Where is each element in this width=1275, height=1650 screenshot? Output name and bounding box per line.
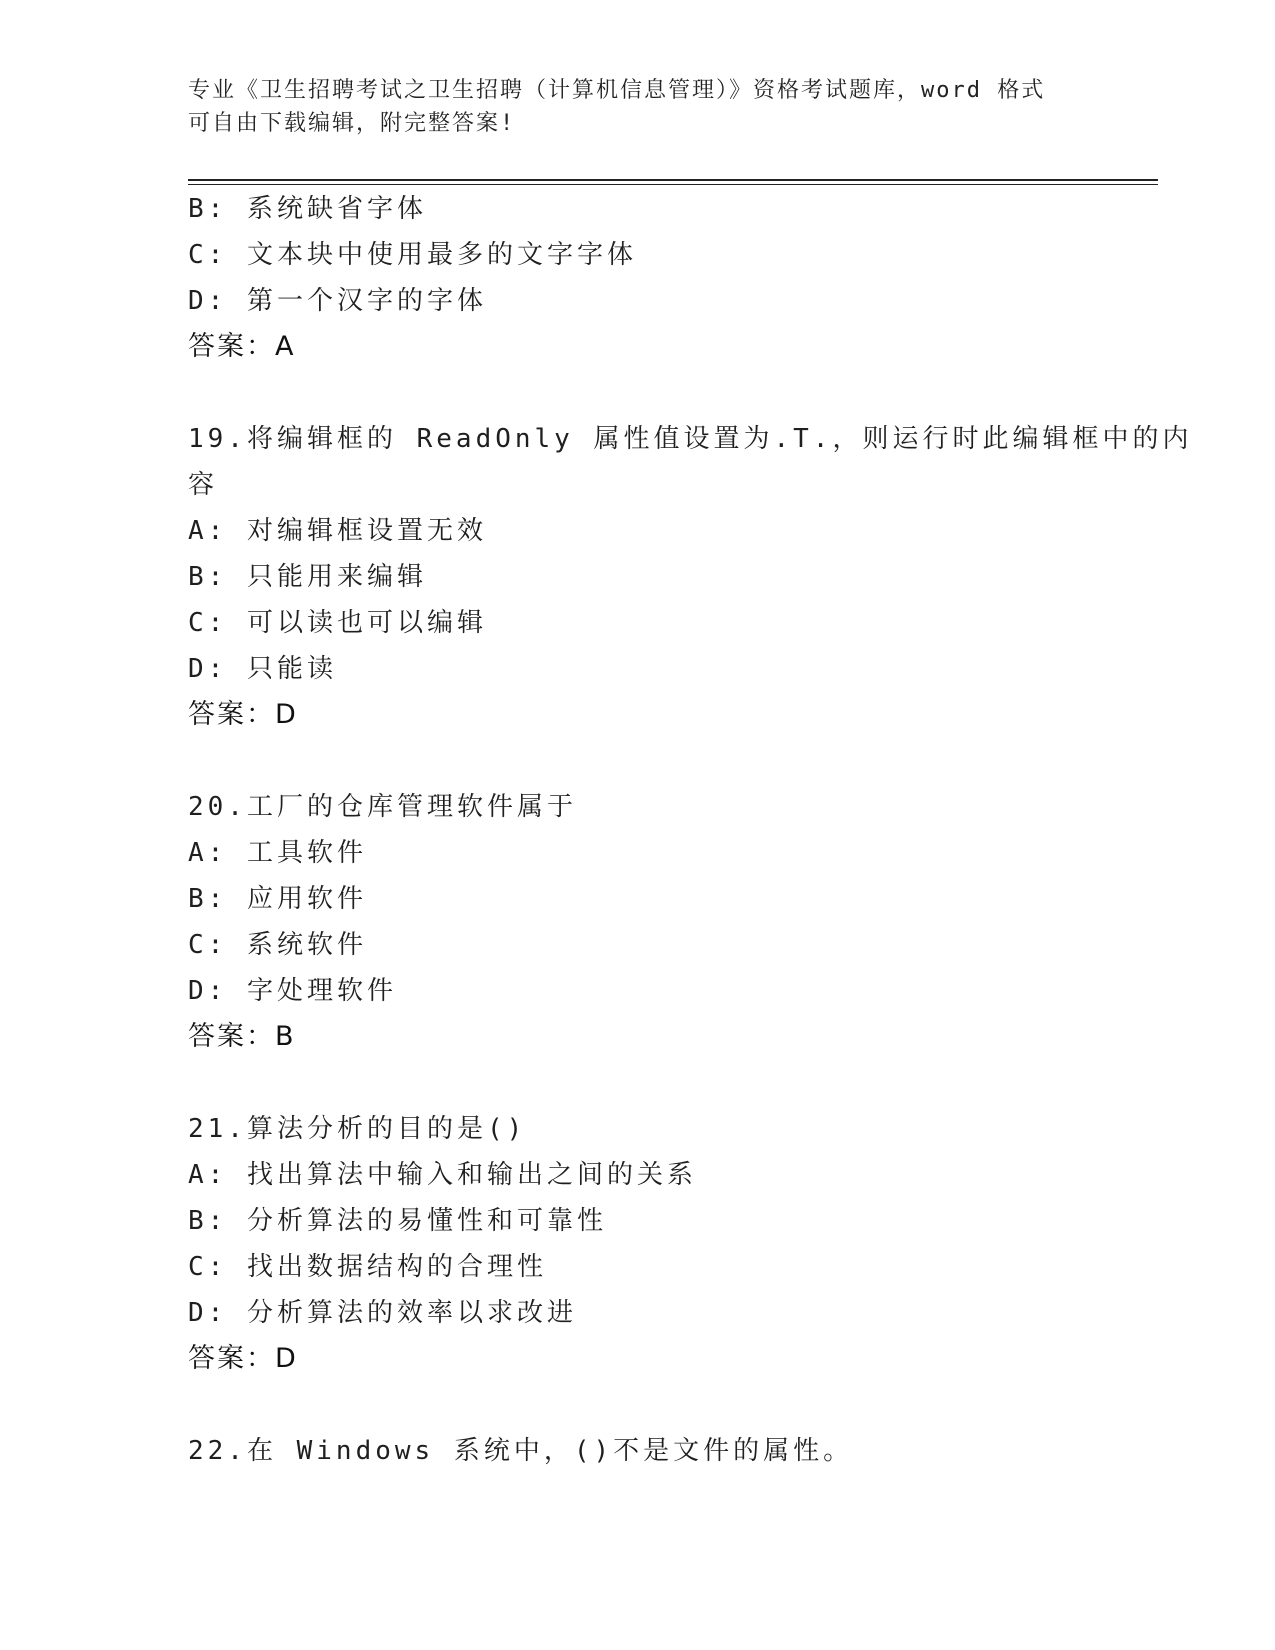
q20-answer: 答案：B — [188, 1021, 296, 1052]
q19-option-c: C: 可以读也可以编辑 — [188, 608, 487, 638]
question-list — [188, 186, 1193, 1474]
spacer — [188, 1382, 1088, 1428]
q20-option-c: C: 系统软件 — [188, 930, 367, 960]
q18-answer: 答案：A — [188, 331, 296, 362]
header-divider-thick — [188, 179, 1158, 181]
question-22-block — [188, 1428, 1088, 1474]
document-header — [188, 74, 1088, 140]
q20-option-a: A: 工具软件 — [188, 838, 367, 868]
q20-stem: 20.工厂的仓库管理软件属于 — [188, 792, 577, 822]
q21-answer: 答案：D — [188, 1343, 298, 1374]
q19-answer: 答案：D — [188, 699, 298, 730]
spacer — [188, 1060, 1088, 1106]
q19-stem-line-1: 19.将编辑框的 ReadOnly 属性值设置为.T.，则运行时此编辑框中的内 — [188, 424, 1193, 454]
question-18-block — [188, 186, 1088, 370]
spacer — [188, 370, 1088, 416]
question-19-block — [188, 416, 1193, 738]
q22-stem: 22.在 Windows 系统中，()不是文件的属性。 — [188, 1436, 854, 1466]
q19-option-b: B: 只能用来编辑 — [188, 562, 427, 592]
question-21-block — [188, 1106, 1088, 1382]
header-divider-thin — [188, 184, 1158, 185]
spacer — [188, 738, 1088, 784]
q21-stem: 21.算法分析的目的是() — [188, 1114, 527, 1144]
question-20-block — [188, 784, 1088, 1060]
header-line-2: 可自由下载编辑，附完整答案! — [188, 111, 516, 136]
q19-option-a: A: 对编辑框设置无效 — [188, 516, 487, 546]
header-line-1: 专业《卫生招聘考试之卫生招聘（计算机信息管理）》资格考试题库，word 格式 — [188, 78, 1046, 103]
q19-stem-line-2: 容 — [188, 470, 219, 500]
q21-option-a: A: 找出算法中输入和输出之间的关系 — [188, 1160, 697, 1190]
q18-option-b: B: 系统缺省字体 — [188, 194, 427, 224]
q21-option-c: C: 找出数据结构的合理性 — [188, 1252, 547, 1282]
q18-option-d: D: 第一个汉字的字体 — [188, 286, 487, 316]
q21-option-b: B: 分析算法的易懂性和可靠性 — [188, 1206, 607, 1236]
q19-option-d: D: 只能读 — [188, 654, 337, 684]
q18-option-c: C: 文本块中使用最多的文字字体 — [188, 240, 637, 270]
q20-option-b: B: 应用软件 — [188, 884, 367, 914]
q21-option-d: D: 分析算法的效率以求改进 — [188, 1298, 577, 1328]
q20-option-d: D: 字处理软件 — [188, 976, 397, 1006]
